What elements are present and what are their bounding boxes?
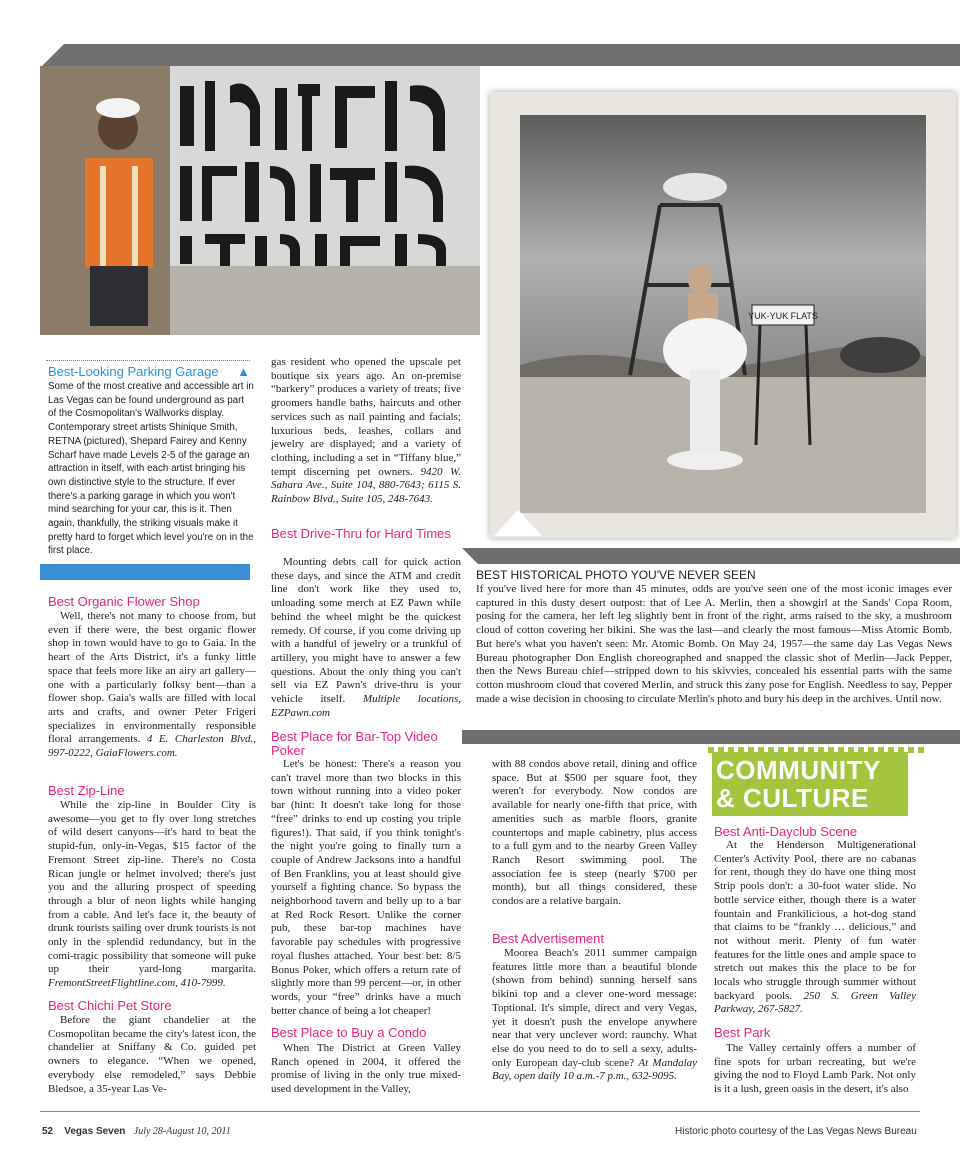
chichi-text2: gas resident who opened the upscale pet boutique six years ago. An on-premise “barkery” produces a variety of treats; five groomers handle baths, haircuts and other services such as nail painting and facials; luxurious beds, leashes, collars and jewelry are displayed; and a variety of clothing, including a set in “Tiffany blue,” tempt discerning pet owners. — [271, 356, 461, 478]
drivethru-info: Multiple locations, EZPawn.com — [271, 693, 461, 719]
zipline-info: FremontStreetFlightline.com, 410-7999. — [48, 977, 226, 990]
photo-pointer — [494, 510, 542, 536]
lower-divider-strip — [462, 730, 960, 744]
flower-text — [48, 610, 256, 761]
chichi-heading: Best Chichi Pet Store — [48, 998, 172, 1013]
historical-photo — [520, 115, 926, 513]
issue-date: July 28-August 10, 2011 — [133, 1126, 231, 1137]
chichi-info: 9420 W. Sahara Ave., Suite 104, 880-7643; 6115 S. Rainbow Blvd., Suite 105, 248-7643. — [271, 465, 461, 506]
historical-text: If you've lived here for more than 45 minutes, odds are you've seen one of the most iconic images ever captured in this dusty desert outpost: that of Lee A. Merlin, then a showgirl at the Sands' Copa Room, posing for the camera, her left leg slightly bent in front of the right, arms raised to the sky, a mushroom cloud of cotton covering her bikini. She was the last—and clearly the most famous—Miss Atomic Bomb. But here's what you haven't seen: Mr. Atomic Bomb. On May 24, 1957—the same day Las Vegas News Bureau photographer Don English choreographed and snapped the classic shot of Merlin—Jack Pepper, then the News Bureau chief—stripped down to his skivvies, concealed his essential parts with the same cotton mushroom cloud that covered Merlin, and struck this zany pose for English. Needless to say, Pepper made a wise decision in choosing to circulate Merlin's photo and bury his deep in the archives. Until now. — [476, 583, 952, 705]
chichi-text-continued — [271, 356, 461, 507]
park-text: The Valley certainly offers a number of fine spots for urban recreating, but we're giving the nod to Floyd Lamb Park. Not only is it a lush, green oasis in the desert, it's also — [714, 1042, 916, 1096]
flower-text-body: Well, there's not many to choose from, but even if there were, the best organic flower shop in town would have to go to Gaia. In the heart of the Arts District, it's a funky little space that feels more like an airy art gallery—one with a particularly folksy bent—than a flower shop. Gaia's walls are filled with local arts and crafts, and owner Peter Frigeri specializes in environmentally responsible floral arrangements. — [48, 610, 256, 746]
community-line2: & CULTURE — [716, 783, 869, 813]
historical-header-strip — [462, 548, 960, 564]
dayclub-heading: Best Anti-Dayclub Scene — [714, 824, 858, 839]
photo-credit: Historic photo courtesy of the Las Vegas News Bureau — [675, 1126, 917, 1137]
garage-heading-text: Best-Looking Parking Garage — [48, 364, 219, 379]
drivethru-text — [271, 556, 461, 720]
historical-strip-notch — [462, 548, 478, 564]
flower-info: 4 E. Charleston Blvd., 997-0222, GaiaFlowers.com. — [48, 733, 256, 760]
community-culture-banner — [712, 752, 908, 816]
page-number: 52 — [42, 1126, 54, 1137]
section-blue-bar — [40, 564, 250, 580]
yuk-yuk-flats-sign: YUK-YUK FLATS — [748, 311, 818, 321]
garage-divider — [46, 360, 250, 361]
condo-text-continued: with 88 condos above retail, dining and office space. But at $500 per square foot, they weren't for everybody. Now condos are available for nearly one-fifth that price, with amenities such as marble floors, granite countertops and maple cabinetry, plus access to a full gym and to the nearby Green Valley Ranch Resort swimming pool. The association fee is steep (nearly $700 per month), but all things considered, these condos are a relative bargain. — [492, 758, 697, 908]
chichi-text: Before the giant chandelier at the Cosmopolitan became the city's latest icon, the chandelier at Sniffany & Co. guided pet owners to elegance. “When we opened, everybody else remodeled,” says Debbie Bledsoe, a 35-year Las Ve- — [48, 1014, 256, 1095]
drivethru-text-body: Mounting debts call for quick action these days, and since the ATM and credit line don't work like they used to, unloading some merch at EZ Pawn while behind the wheel might be the quickest remedy. Of course, if you come driving up with a handful of jewelry or a trunkful of artillery, you might have to answer a few questions. About the only thing you can't sell via EZ Pawn's drive-thru is your vehicle itself. — [271, 556, 461, 706]
videopoker-heading: Best Place for Bar-Top Video Poker — [271, 729, 438, 758]
magazine-name: Vegas Seven — [64, 1126, 126, 1137]
ad-text — [492, 947, 697, 1084]
zipline-text-body: While the zip-line in Boulder City is awesome—you get to fly over long stretches of wild desert canyons—it's hard to beat the stupid-fun, only-in-Vegas, $15 factor of the Fremont Street zip-line. There's no Costa Rican jungle or helmet involved; there's just you and the alluring prospect of speeding through a blur of neon lights while hanging from a cable. And let's face it, the beauty of drunk tourists sailing over drunk tourists is not only in the splendid redundancy, but in the comi-tragic possibility that someone will puke up their yard-long margarita. — [48, 799, 256, 976]
zipline-heading: Best Zip-Line — [48, 783, 125, 798]
page-footer — [42, 1126, 231, 1137]
dayclub-text-body: At the Henderson Multigenerational Center's Activity Pool, there are no cabanas for rent, though they do have one thing most Strip pools don't: a 30-foot water slide. No bottle service either, though there is a water fountain and Frankilicious, a hot-dog stand that claims to be “frankly … delicious,” and not without merit. Plenty of fun water features for the little ones and ample space to stretch out makes this the place to be for locals who struggle through summer without backyard pools. — [714, 839, 916, 1002]
footer-rule — [40, 1111, 920, 1112]
dayclub-info: 250 S. Green Valley Parkway, 267-5827. — [714, 989, 917, 1016]
garage-heading — [48, 364, 250, 379]
community-line1: COMMUNITY — [716, 755, 881, 785]
flower-heading: Best Organic Flower Shop — [48, 594, 200, 609]
ad-text-body: Moorea Beach's 2011 summer campaign features little more than a beautiful blonde (shown from behind) sunning herself sans bikini top and a clever one-word message: Toptional. It's simple, direct and very Vegas, yet it doesn't push the envelope anywhere near that very unclever word: raunchy. What else do you need to do to sell a sexy, adults-only European day-club scene? — [492, 947, 697, 1069]
dayclub-text — [714, 839, 916, 1017]
drivethru-heading: Best Drive-Thru for Hard Times — [271, 526, 451, 541]
ad-info: At Mandalay Bay, open daily 10 a.m.-7 p.m., 632-9095. — [492, 1056, 698, 1083]
top-banner-notch — [42, 44, 64, 66]
garage-photo — [40, 66, 480, 335]
ad-heading: Best Advertisement — [492, 931, 604, 946]
condo-text: When The District at Green Valley Ranch opened in 2004, it offered the promise of living in the only true mixed-used development in the Valley, — [271, 1042, 461, 1096]
garage-text: Some of the most creative and accessible art in Las Vegas can be found underground as part of the Cosmopolitan's Wallworks display. Contemporary street artists Shinique Smith, RETNA (pictured), Shepard Fairey and Kenny Scharf have made Levels 2-5 of the garage an attraction in itself, with each artist bringing his own distinctive style to the structure. If ever there's a parking garage in which you won't mind searching for your car, this is it. Then again, thankfully, the striking visuals make it pretty hard to forget which level you're on in the first place. — [48, 381, 254, 557]
top-banner-bar — [42, 44, 960, 66]
historical-heading: BEST HISTORICAL PHOTO YOU'VE NEVER SEEN — [476, 568, 756, 582]
park-heading: Best Park — [714, 1025, 771, 1040]
arrow-up-icon: ▲ — [237, 364, 250, 379]
zipline-text — [48, 799, 256, 991]
videopoker-text: Let's be honest: There's a reason you can't travel more than two blocks in this town without running into a video poker bar (hint: It doesn't take long for those “free” drinks to end up costing you triple figures!). That said, if you think tonight's the night you're going to finally turn a couple of Andrew Jacksons into a handful of Ben Franklins, you at least should give yourself a fighting chance. So bypass the neighborhood tavern and belly up to a bar at Red Rock Resort. Unlike the corner pub, these bar-top machines have favorable pay schedules with progressive royal flushes attached. Your best bet: 8/5 Bonus Poker, which offers a return rate of slightly more than 99 percent—or, in other words, your “free” drinks have a much better chance of being a lot cheaper! — [271, 758, 461, 1017]
condo-heading: Best Place to Buy a Condo — [271, 1025, 427, 1040]
